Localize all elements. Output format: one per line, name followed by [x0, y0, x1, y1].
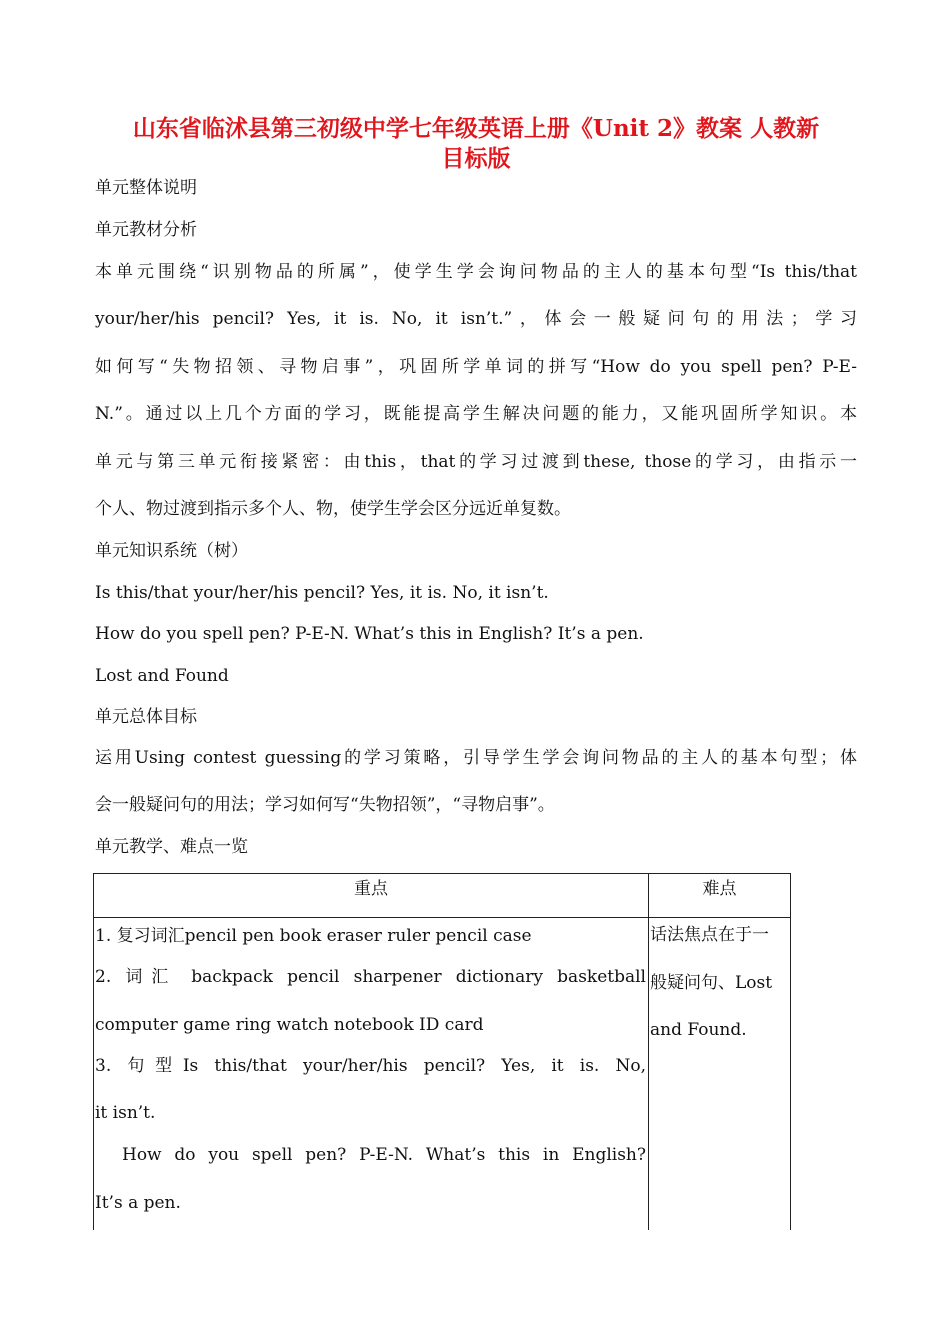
heading-analysis: 单元教材分析: [95, 220, 197, 240]
para1-line-1: 本单元围绕“识别物品的所属”，使学生学会询问物品的主人的基本句型“Is this/that: [95, 262, 857, 282]
heading-table: 单元教学、难点一览: [95, 837, 248, 857]
difficulty-line-2: 般疑问句、Lost: [650, 973, 773, 993]
table-border-right: [790, 873, 791, 1230]
key-line-6: How do you spell pen? P-E-N. What’s this in English?: [122, 1145, 646, 1165]
title-line-2: 目标版: [441, 145, 511, 172]
para1-line-3: 如何写“失物招领、寻物启事”，巩固所学单词的拼写“How do you spell pen? P-E-: [95, 357, 857, 377]
table-border-left: [93, 873, 94, 1230]
key-line-2: 2. 词汇 backpack pencil sharpener dictionary basketball: [95, 967, 646, 987]
key-line-7: It’s a pen.: [95, 1193, 181, 1213]
table-header-key: 重点: [354, 879, 388, 899]
heading-goal: 单元总体目标: [95, 707, 197, 727]
tree-line-1: Is this/that your/her/his pencil? Yes, it is. No, it isn’t.: [95, 583, 549, 603]
document-title: [95, 114, 857, 174]
table-column-divider: [648, 873, 649, 1230]
table-header-divider: [93, 917, 791, 918]
title-line-1: 山东省临沭县第三初级中学七年级英语上册《Unit 2》教案 人教新: [132, 115, 820, 142]
difficulty-line-1: 话法焦点在于一: [650, 925, 769, 945]
key-line-3: computer game ring watch notebook ID card: [95, 1015, 484, 1035]
para1-line-4: N.”。通过以上几个方面的学习，既能提高学生解决问题的能力，又能巩固所学知识。本: [95, 404, 857, 424]
para1-line-2: your/her/his pencil? Yes, it is. No, it isn’t.”，体会一般疑问句的用法；学习: [95, 309, 857, 329]
table-header-difficulty: 难点: [702, 879, 737, 899]
tree-line-3: Lost and Found: [95, 666, 229, 686]
difficulty-line-3: and Found.: [650, 1020, 747, 1040]
key-line-5: it isn’t.: [95, 1103, 156, 1123]
para1-line-5: 单元与第三单元衔接紧密：由this，that的学习过渡到these, those的学习，由指示一: [95, 452, 857, 472]
table-border-top: [93, 873, 791, 874]
goal-line-1: 运用Using contest guessing的学习策略，引导学生学会询问物品的主人的基本句型；体: [95, 748, 857, 768]
para1-line-6: 个人、物过渡到指示多个人、物，使学生学会区分远近单复数。: [95, 499, 571, 519]
tree-line-2: How do you spell pen? P-E-N. What’s this in English? It’s a pen.: [95, 624, 644, 644]
heading-overview: 单元整体说明: [95, 178, 197, 198]
goal-line-2: 会一般疑问句的用法；学习如何写“失物招领”，“寻物启事”。: [95, 795, 555, 815]
key-line-4: 3. 句型Is this/that your/her/his pencil? Yes, it is. No,: [95, 1056, 646, 1076]
key-line-1: 1. 复习词汇pencil pen book eraser ruler pencil case: [95, 926, 532, 946]
heading-tree: 单元知识系统（树）: [95, 541, 248, 561]
